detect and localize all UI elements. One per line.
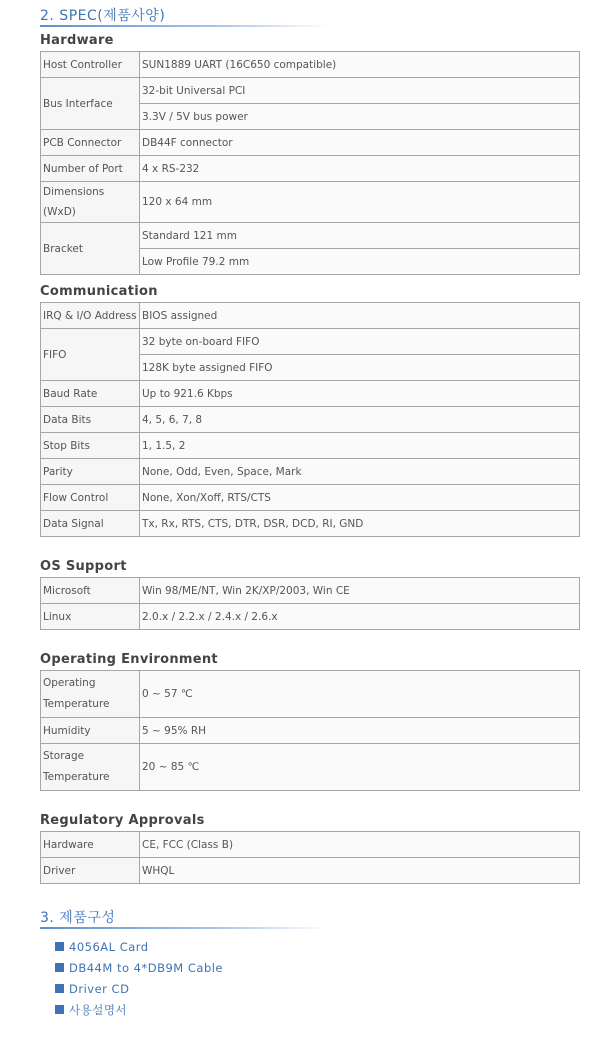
component-name: Driver CD — [69, 981, 130, 996]
table-row — [41, 671, 580, 718]
row-label: Linux — [41, 604, 140, 630]
table-row — [41, 744, 580, 791]
row-value: 5 ~ 95% RH — [140, 718, 580, 744]
row-label: Bus Interface — [41, 78, 140, 130]
regulatory-title: Regulatory Approvals — [40, 813, 205, 828]
row-value: BIOS assigned — [140, 303, 580, 329]
os-support-table — [40, 577, 580, 630]
heading-underline — [40, 927, 330, 929]
row-value: WHQL — [140, 858, 580, 884]
table-row — [41, 858, 580, 884]
table-row — [41, 832, 580, 858]
heading-underline — [40, 25, 330, 27]
table-row — [41, 718, 580, 744]
row-label: Storage Temperature — [41, 744, 140, 791]
row-value: 4, 5, 6, 7, 8 — [140, 407, 580, 433]
row-label: Microsoft — [41, 578, 140, 604]
row-value: None, Odd, Even, Space, Mark — [140, 459, 580, 485]
row-value: Standard 121 mm — [140, 223, 580, 249]
table-row — [41, 604, 580, 630]
row-label: Operating Temperature — [41, 671, 140, 718]
components-list — [55, 936, 223, 1020]
table-row — [41, 130, 580, 156]
square-bullet-icon — [55, 984, 64, 993]
square-bullet-icon — [55, 1005, 64, 1014]
spec-heading-text: 2. SPEC(제품사양) — [40, 8, 166, 24]
communication-table — [40, 302, 580, 537]
row-label: Flow Control — [41, 485, 140, 511]
table-row — [41, 459, 580, 485]
row-value: 128K byte assigned FIFO — [140, 355, 580, 381]
communication-title: Communication — [40, 284, 158, 299]
row-value: Win 98/ME/NT, Win 2K/XP/2003, Win CE — [140, 578, 580, 604]
row-value: 120 x 64 mm — [140, 182, 580, 223]
row-value: 32-bit Universal PCI — [140, 78, 580, 104]
row-label: FIFO — [41, 329, 140, 381]
row-label: Host Controller — [41, 52, 140, 78]
row-value: Tx, Rx, RTS, CTS, DTR, DSR, DCD, RI, GND — [140, 511, 580, 537]
table-row — [41, 78, 580, 104]
table-row — [41, 156, 580, 182]
row-value: Low Profile 79.2 mm — [140, 249, 580, 275]
components-heading-text: 3. 제품구성 — [40, 910, 116, 926]
list-item — [55, 978, 223, 999]
table-row — [41, 52, 580, 78]
table-row — [41, 407, 580, 433]
row-label: Data Signal — [41, 511, 140, 537]
row-label: Driver — [41, 858, 140, 884]
operating-environment-table — [40, 670, 580, 791]
table-row — [41, 511, 580, 537]
table-row — [41, 578, 580, 604]
table-row — [41, 303, 580, 329]
row-label: Data Bits — [41, 407, 140, 433]
square-bullet-icon — [55, 942, 64, 951]
row-value: 4 x RS-232 — [140, 156, 580, 182]
row-value: 0 ~ 57 ℃ — [140, 671, 580, 718]
table-row — [41, 433, 580, 459]
table-row — [41, 223, 580, 249]
spec-section-heading — [40, 5, 330, 27]
row-label: Hardware — [41, 832, 140, 858]
row-label: Parity — [41, 459, 140, 485]
component-name: DB44M to 4*DB9M Cable — [69, 960, 224, 975]
square-bullet-icon — [55, 963, 64, 972]
list-item — [55, 936, 223, 957]
list-item — [55, 957, 223, 978]
row-value: CE, FCC (Class B) — [140, 832, 580, 858]
component-name: 사용설명서 — [69, 1002, 128, 1017]
hardware-title: Hardware — [40, 33, 114, 48]
row-value: 20 ~ 85 ℃ — [140, 744, 580, 791]
operating-environment-title: Operating Environment — [40, 652, 218, 667]
table-row — [41, 182, 580, 223]
row-value: DB44F connector — [140, 130, 580, 156]
table-row — [41, 329, 580, 355]
row-value: 32 byte on-board FIFO — [140, 329, 580, 355]
row-value: 1, 1.5, 2 — [140, 433, 580, 459]
row-label: PCB Connector — [41, 130, 140, 156]
row-label: Baud Rate — [41, 381, 140, 407]
table-row — [41, 381, 580, 407]
os-support-title: OS Support — [40, 559, 127, 574]
regulatory-table — [40, 831, 580, 884]
row-label: Number of Port — [41, 156, 140, 182]
row-label: Stop Bits — [41, 433, 140, 459]
row-value: 3.3V / 5V bus power — [140, 104, 580, 130]
row-label: Dimensions (WxD) — [41, 182, 140, 223]
hardware-table — [40, 51, 580, 275]
row-label: Bracket — [41, 223, 140, 275]
components-section-heading — [40, 907, 330, 929]
row-label: IRQ & I/O Address — [41, 303, 140, 329]
row-value: Up to 921.6 Kbps — [140, 381, 580, 407]
component-name: 4056AL Card — [69, 939, 149, 954]
list-item — [55, 999, 223, 1020]
row-value: SUN1889 UART (16C650 compatible) — [140, 52, 580, 78]
row-value: 2.0.x / 2.2.x / 2.4.x / 2.6.x — [140, 604, 580, 630]
table-row — [41, 485, 580, 511]
row-value: None, Xon/Xoff, RTS/CTS — [140, 485, 580, 511]
row-label: Humidity — [41, 718, 140, 744]
